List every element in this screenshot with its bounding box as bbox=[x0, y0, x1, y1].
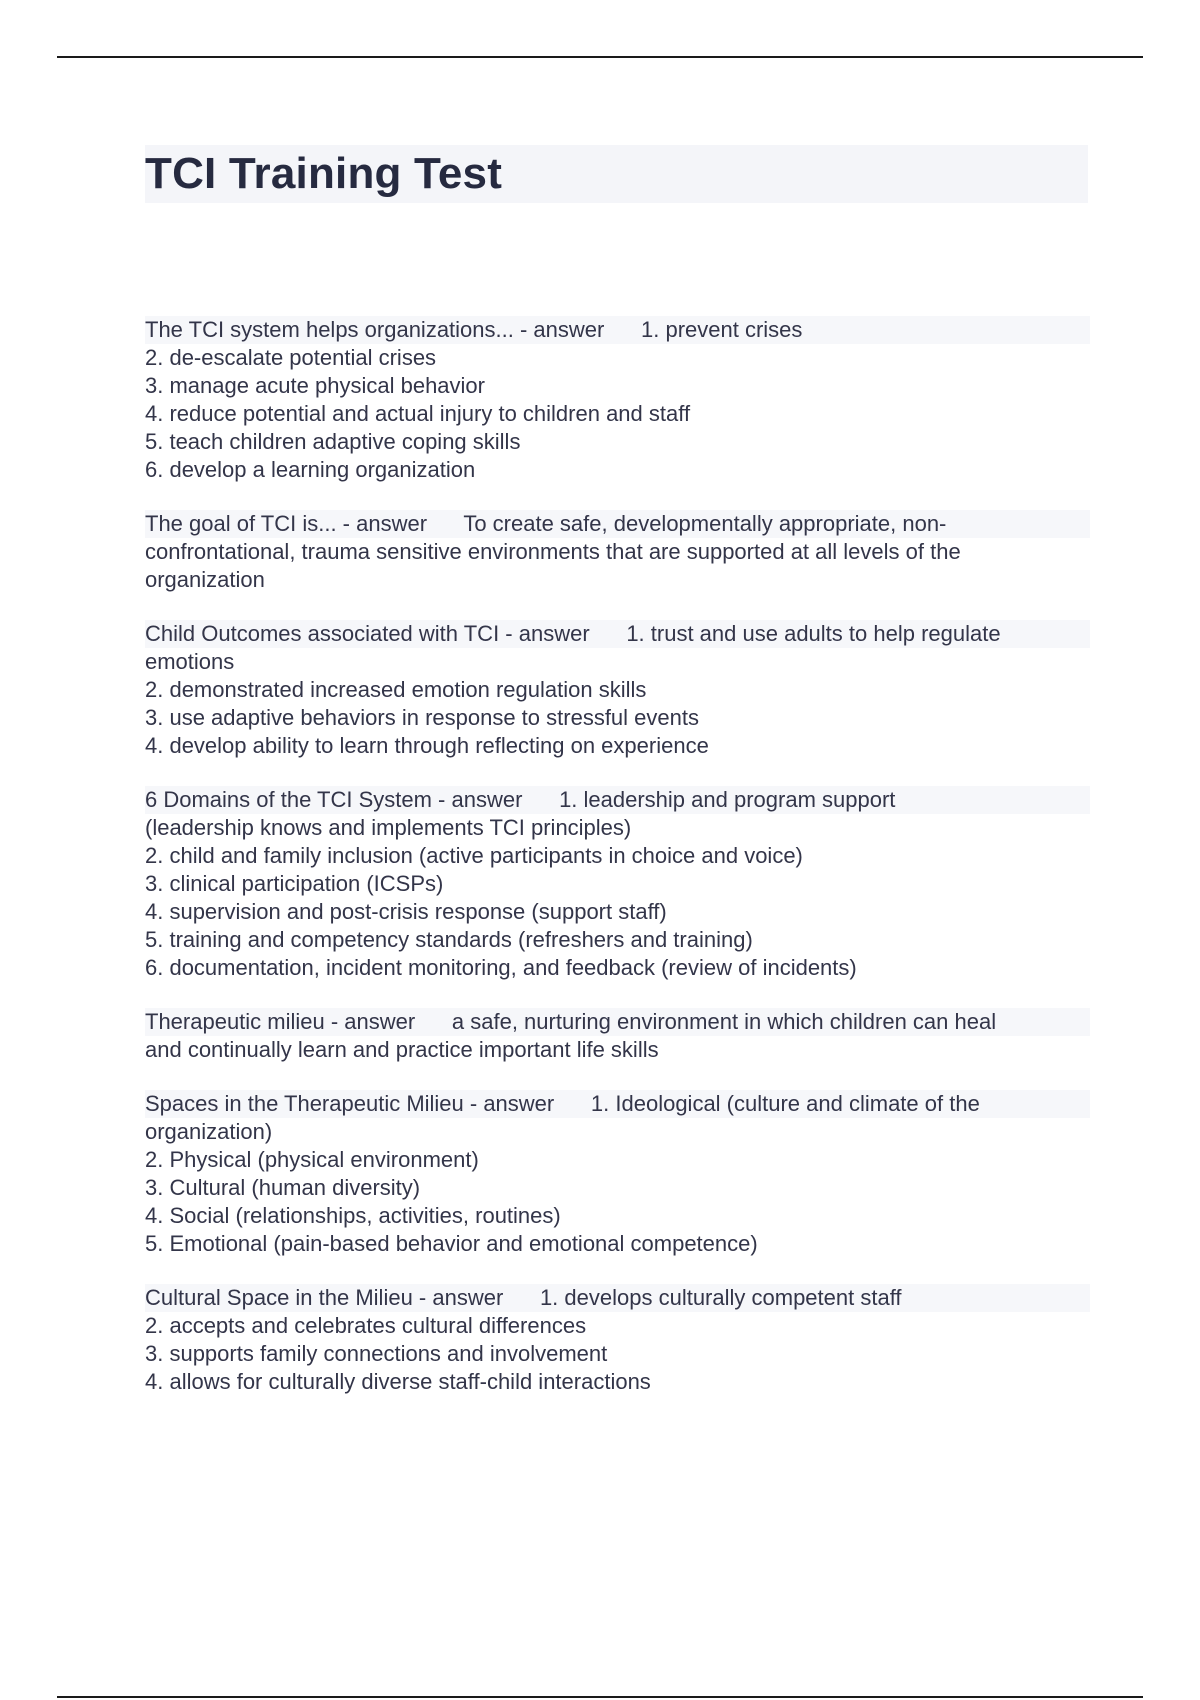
flashcard-answer-line: 3. Cultural (human diversity) bbox=[145, 1175, 421, 1200]
flashcard bbox=[145, 510, 1090, 594]
flashcard-answer-line: 3. manage acute physical behavior bbox=[145, 373, 485, 398]
flashcard-answer-line: 4. reduce potential and actual injury to children and staff bbox=[145, 401, 691, 426]
flashcard bbox=[145, 316, 1090, 484]
flashcard-answer-line: 3. clinical participation (ICSPs) bbox=[145, 871, 444, 896]
flashcard-answer-line: organization bbox=[145, 567, 265, 592]
flashcard bbox=[145, 1090, 1090, 1258]
flashcard-answer-line: (leadership knows and implements TCI principles) bbox=[145, 815, 632, 840]
flashcard bbox=[145, 1284, 1090, 1396]
flashcard-answer-line: 6. develop a learning organization bbox=[145, 457, 476, 482]
flashcard-answer-line: confrontational, trauma sensitive environments that are supported at all levels of the bbox=[145, 539, 961, 564]
flashcard-answer-line: organization) bbox=[145, 1119, 273, 1144]
flashcard bbox=[145, 1008, 1090, 1064]
flashcard-answer-line: 4. allows for culturally diverse staff-child interactions bbox=[145, 1369, 651, 1394]
flashcard-question-line: Child Outcomes associated with TCI - answer 1. trust and use adults to help regulate bbox=[145, 620, 1090, 648]
flashcard-answer-line: 3. supports family connections and involvement bbox=[145, 1341, 608, 1366]
document-body bbox=[145, 145, 1090, 1422]
page-title: TCI Training Test bbox=[145, 149, 503, 198]
flashcard-answer-line: 4. develop ability to learn through reflecting on experience bbox=[145, 733, 709, 758]
flashcard-list bbox=[145, 316, 1090, 1396]
flashcard-question-line: Cultural Space in the Milieu - answer 1. develops culturally competent staff bbox=[145, 1284, 1090, 1312]
flashcard-answer-line: 2. child and family inclusion (active participants in choice and voice) bbox=[145, 843, 803, 868]
flashcard-answer-line: 5. training and competency standards (refreshers and training) bbox=[145, 927, 753, 952]
footer-divider bbox=[57, 1696, 1143, 1698]
flashcard-answer-line: 3. use adaptive behaviors in response to stressful events bbox=[145, 705, 699, 730]
flashcard-answer-line: 2. accepts and celebrates cultural differences bbox=[145, 1313, 587, 1338]
flashcard bbox=[145, 620, 1090, 760]
flashcard-answer-line: emotions bbox=[145, 649, 235, 674]
flashcard-answer-line: 4. supervision and post-crisis response (support staff) bbox=[145, 899, 667, 924]
flashcard-answer-line: 5. Emotional (pain-based behavior and emotional competence) bbox=[145, 1231, 758, 1256]
flashcard-question-line: Spaces in the Therapeutic Milieu - answer 1. Ideological (culture and climate of the bbox=[145, 1090, 1090, 1118]
flashcard-answer-line: 2. Physical (physical environment) bbox=[145, 1147, 479, 1172]
flashcard-answer-line: 2. de-escalate potential crises bbox=[145, 345, 437, 370]
flashcard-question-line: Therapeutic milieu - answer a safe, nurturing environment in which children can heal bbox=[145, 1008, 1090, 1036]
flashcard-question-line: 6 Domains of the TCI System - answer 1. leadership and program support bbox=[145, 786, 1090, 814]
flashcard-answer-line: 6. documentation, incident monitoring, and feedback (review of incidents) bbox=[145, 955, 857, 980]
flashcard bbox=[145, 786, 1090, 982]
title-banner bbox=[145, 145, 1088, 203]
flashcard-question-line: The TCI system helps organizations... - answer 1. prevent crises bbox=[145, 316, 1090, 344]
flashcard-answer-line: 5. teach children adaptive coping skills bbox=[145, 429, 521, 454]
header-divider bbox=[57, 56, 1143, 58]
flashcard-answer-line: 4. Social (relationships, activities, routines) bbox=[145, 1203, 561, 1228]
flashcard-answer-line: 2. demonstrated increased emotion regulation skills bbox=[145, 677, 647, 702]
flashcard-answer-line: and continually learn and practice important life skills bbox=[145, 1037, 659, 1062]
flashcard-question-line: The goal of TCI is... - answer To create safe, developmentally appropriate, non- bbox=[145, 510, 1090, 538]
